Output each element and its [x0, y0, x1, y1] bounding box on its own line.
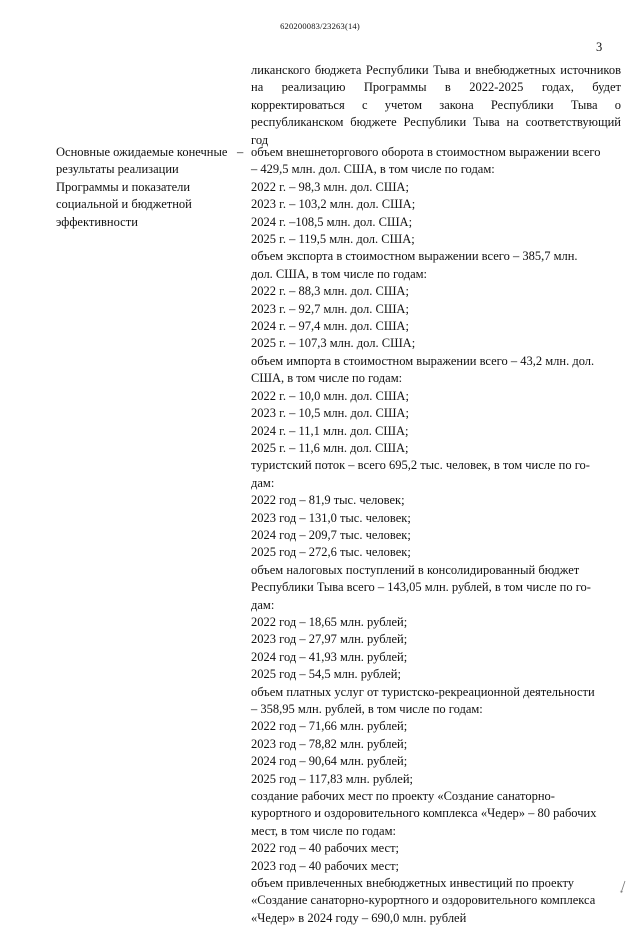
- content-line: курортного и оздоровительного комплекса «Чедер» – 80 рабочих: [251, 806, 597, 821]
- section-dash: –: [237, 145, 244, 159]
- page-number: 3: [596, 40, 603, 54]
- content-line: 2025 год – 54,5 млн. рублей;: [251, 667, 401, 682]
- content-line: объем налоговых поступлений в консолидированный бюджет: [251, 562, 580, 577]
- content-line: 2024 год – 90,64 млн. рублей;: [251, 754, 408, 769]
- content-line: 2024 г. – 11,1 млн. дол. США;: [251, 423, 409, 438]
- content-line: США, в том числе по годам:: [251, 371, 403, 386]
- section-content: [251, 144, 621, 927]
- content-line: объем внешнеторгового оборота в стоимостном выражении всего: [251, 145, 601, 159]
- content-line: дам:: [251, 597, 275, 612]
- content-line: объем привлеченных внебюджетных инвестиций по проекту: [251, 876, 575, 891]
- continuation-paragraph: ликанского бюджета Республики Тыва и внебюджетных источников на реализацию Программы в 2022-2025 годах, будет корректироваться с учетом закона Республики Тыва о республиканском бюджете Республики Тыва на соответствующий год: [251, 63, 621, 147]
- content-line: объем платных услуг от туристско-рекреационной деятельности: [251, 684, 595, 699]
- content-line: 2022 г. – 98,3 млн. дол. США;: [251, 179, 409, 194]
- content-line: «Чедер» в 2024 году – 690,0 млн. рублей: [251, 910, 467, 925]
- content-line: дол. США, в том числе по годам:: [251, 266, 428, 281]
- content-line: 2024 год – 41,93 млн. рублей;: [251, 649, 408, 664]
- content-line: мест, в том числе по годам:: [251, 823, 396, 838]
- content-line: дам:: [251, 475, 275, 490]
- content-line: 2025 год – 117,83 млн. рублей;: [251, 771, 413, 786]
- content-line: 2022 г. – 10,0 млн. дол. США;: [251, 388, 409, 403]
- content-line: 2023 год – 27,97 млн. рублей;: [251, 632, 408, 647]
- content-line: 2025 г. – 107,3 млн. дол. США;: [251, 336, 416, 351]
- content-line: – 358,95 млн. рублей, в том числе по годам:: [251, 702, 483, 716]
- content-line: – 429,5 млн. дол. США, в том числе по годам:: [251, 162, 495, 177]
- document-code: 620200083/23263(14): [280, 21, 360, 31]
- content-line: объем импорта в стоимостном выражении всего – 43,2 млн. дол.: [251, 353, 595, 368]
- content-line: 2023 г. – 92,7 млн. дол. США;: [251, 301, 409, 316]
- content-line: 2025 г. – 11,6 млн. дол. США;: [251, 440, 409, 455]
- content-line: 2022 г. – 88,3 млн. дол. США;: [251, 284, 409, 299]
- section-label: Основные ожидаемые конечные результаты реализации Программы и показатели социальной и бюджетной эффективности: [56, 145, 228, 229]
- content-line: 2022 год – 18,65 млн. рублей;: [251, 614, 408, 629]
- content-line: 2023 г. – 10,5 млн. дол. США;: [251, 406, 409, 421]
- content-line: 2023 г. – 103,2 млн. дол. США;: [251, 197, 416, 212]
- pen-mark-icon: [618, 880, 628, 894]
- content-line: создание рабочих мест по проекту «Создание санаторно-: [251, 789, 555, 804]
- content-line: 2023 год – 131,0 тыс. человек;: [251, 510, 411, 525]
- content-line: туристский поток – всего 695,2 тыс. человек, в том числе по го-: [251, 458, 590, 473]
- content-line: 2024 г. – 97,4 млн. дол. США;: [251, 319, 409, 334]
- content-line: 2022 год – 40 рабочих мест;: [251, 841, 400, 856]
- content-line: 2023 год – 78,82 млн. рублей;: [251, 736, 408, 751]
- content-line: 2022 год – 81,9 тыс. человек;: [251, 493, 405, 508]
- content-line: 2024 год – 209,7 тыс. человек;: [251, 527, 411, 542]
- content-line: объем экспорта в стоимостном выражении всего – 385,7 млн.: [251, 249, 578, 264]
- content-line: Республики Тыва всего – 143,05 млн. рублей, в том числе по го-: [251, 580, 591, 595]
- content-line: 2022 год – 71,66 млн. рублей;: [251, 719, 408, 734]
- content-line: 2023 год – 40 рабочих мест;: [251, 858, 400, 873]
- content-line: 2025 год – 272,6 тыс. человек;: [251, 545, 411, 560]
- content-line: «Создание санаторно-курортного и оздоровительного комплекса: [251, 893, 596, 908]
- content-line: 2024 г. –108,5 млн. дол. США;: [251, 214, 413, 229]
- content-line: 2025 г. – 119,5 млн. дол. США;: [251, 232, 415, 247]
